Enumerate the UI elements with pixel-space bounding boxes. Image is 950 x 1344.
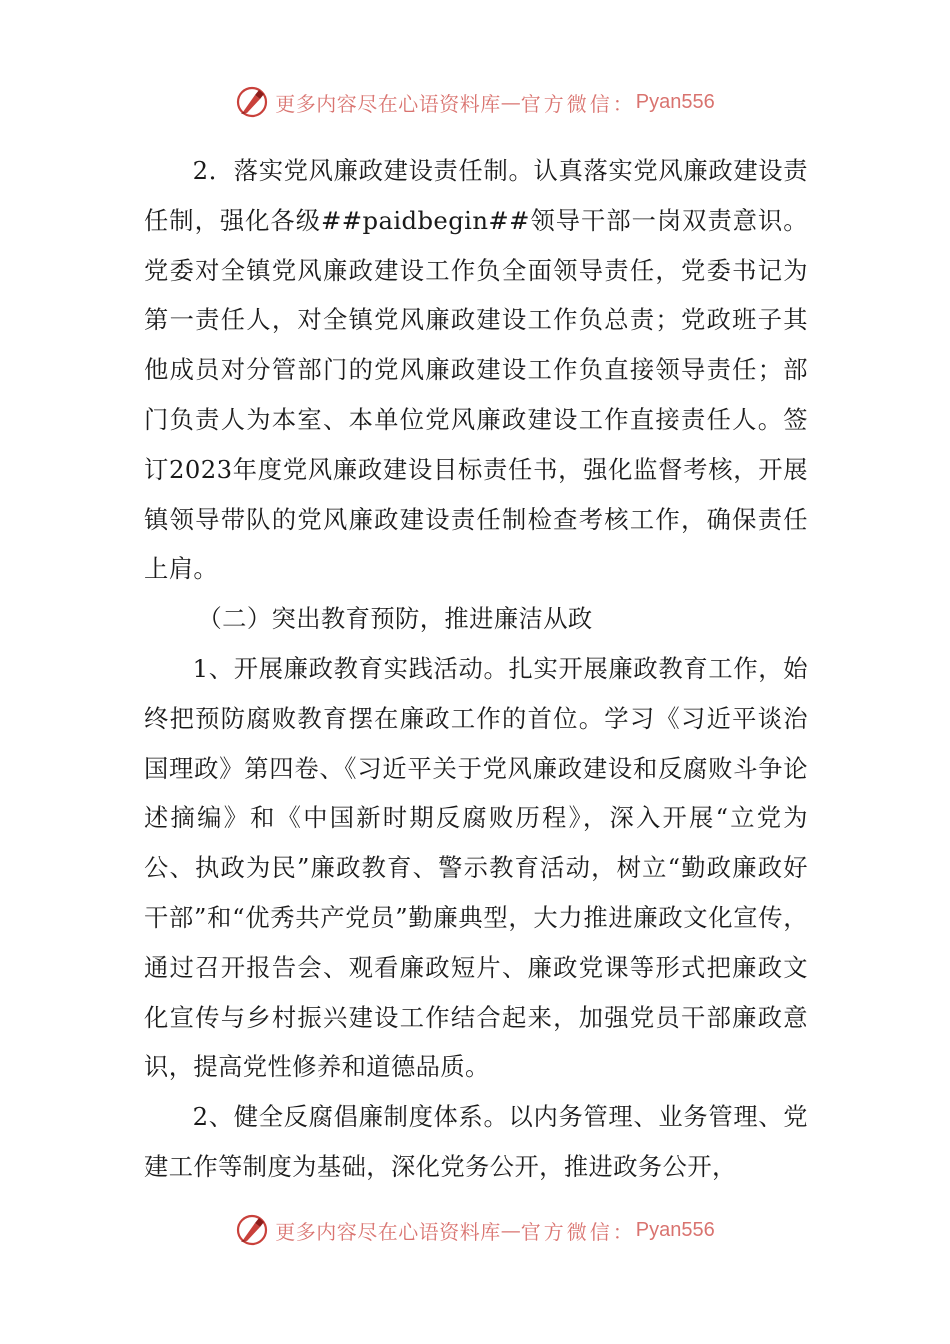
watermark-wechat-id: Pyan556	[635, 1218, 715, 1241]
paragraph-anticorruption-system: 2、健全反腐倡廉制度体系。以内务管理、业务管理、党建工作等制度为基础，深化党务公开，推进政务公开，	[144, 1102, 808, 1181]
pen-nib-logo-icon	[235, 85, 269, 119]
watermark-site-name: 更多内容尽在心语资料库	[275, 1219, 501, 1244]
footer-watermark	[0, 1210, 950, 1250]
pen-nib-logo-icon	[235, 1213, 269, 1247]
paragraph-responsibility-system: 2．落实党风廉政建设责任制。认真落实党风廉政建设责任制，强化各级##paidbegin##领导干部一岗双责意识。党委对全镇党风廉政建设工作负全面领导责任，党委书记为第一责任人，对全镇党风廉政建设工作负总责；党政班子其他成员对分管部门的党风廉政建设工作负直接领导责任；部门负责人为本室、本单位党风廉政建设工作直接责任人。签订2023年度党风廉政建设目标责任书，强化监督考核，开展镇领导带队的党风廉政建设责任制检查考核工作，确保责任上肩。	[144, 156, 808, 584]
paragraph-education-practice: 1、开展廉政教育实践活动。扎实开展廉政教育工作，始终把预防腐败教育摆在廉政工作的首位。学习《习近平谈治国理政》第四卷、《习近平关于党风廉政建设和反腐败斗争论述摘编》和《中国新时期反腐败历程》，深入开展“立党为公、执政为民”廉政教育、警示教育活动，树立“勤政廉政好干部”和“优秀共产党员”勤廉典型，大力推进廉政文化宣传，通过召开报告会、观看廉政短片、廉政党课等形式把廉政文化宣传与乡村振兴建设工作结合起来，加强党员干部廉政意识，提高党性修养和道德品质。	[144, 653, 808, 1082]
watermark-separator: —	[500, 1218, 521, 1242]
document-body	[144, 146, 808, 1192]
watermark-wechat-id: Pyan556	[635, 90, 715, 113]
section-heading-education-prevention: （二）突出教育预防，推进廉洁从政	[197, 604, 593, 634]
watermark-site-name: 更多内容尽在心语资料库	[275, 91, 501, 116]
header-watermark	[0, 82, 950, 122]
watermark-official-label: 官方微信：	[520, 1219, 636, 1244]
watermark-official-label: 官方微信：	[520, 91, 636, 116]
watermark-separator: —	[500, 90, 521, 114]
